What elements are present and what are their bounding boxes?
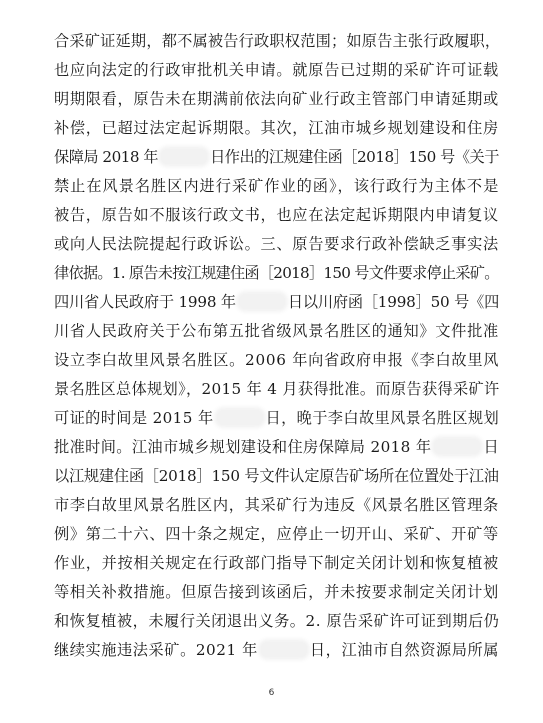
text-segment: 继续实施违法采矿。2021 年 (54, 641, 258, 659)
text-line (54, 463, 499, 490)
text-segment: 等相关补救措施。但原告接到该函后，并未按要求制定关闭计划 (54, 583, 499, 601)
redaction-mark (261, 642, 307, 657)
text-line (54, 550, 499, 577)
redaction-mark (239, 294, 285, 309)
text-segment: 以江规建住函［2018］150 号文件认定原告矿场所在位置处于江油 (54, 467, 499, 485)
text-segment: 也应向法定的行政审批机关申请。就原告已过期的采矿许可证载 (54, 61, 499, 79)
text-segment: 四川省人民政府于 1998 年 (54, 293, 236, 311)
text-line (54, 376, 499, 403)
text-segment: 日，江油市自然资源局所属 (309, 641, 500, 659)
text-line (54, 347, 499, 374)
text-segment: 禁止在风景名胜区内进行采矿作业的函》，该行政行为主体不是 (54, 177, 500, 195)
text-segment: 市李白故里风景名胜区内，其采矿行为违反《风景名胜区管理条 (54, 496, 499, 514)
text-segment: 日，晚于李白故里风景名胜区规划 (265, 409, 500, 427)
text-line (54, 86, 499, 113)
text-segment: 合采矿证延期，都不属被告行政职权范围；如原告主张行政履职， (54, 32, 501, 50)
text-segment: 景名胜区总体规划》，2015 年 4 月获得批准。而原告获得采矿许 (54, 380, 500, 398)
text-segment: 作业，并按相关规定在行政部门指导下制定关闭计划和恢复植被 (54, 554, 499, 572)
text-segment: 日作出的江规建住函［2018］150 号《关于 (210, 148, 499, 166)
text-line (54, 289, 499, 316)
text-segment: 例》第二十六、四十条之规定，应停止一切开山、采矿、开矿等 (54, 525, 499, 543)
text-line (54, 637, 499, 664)
text-line (54, 579, 499, 606)
text-line (54, 231, 499, 258)
redaction-mark (434, 439, 480, 454)
text-line (54, 144, 499, 171)
text-line (54, 608, 499, 635)
redaction-mark (217, 410, 263, 425)
text-line (54, 434, 499, 461)
text-line (54, 521, 499, 548)
text-line (54, 173, 499, 200)
text-segment: 批准时间。江油市城乡规划建设和住房保障局 2018 年 (54, 438, 432, 456)
text-line (54, 115, 499, 142)
page-number: 6 (268, 688, 275, 698)
text-segment: 日 (483, 438, 500, 456)
text-line (54, 492, 499, 519)
text-line (54, 57, 499, 84)
text-segment: 可证的时间是 2015 年 (54, 409, 214, 427)
text-segment: 和恢复植被，未履行关闭退出义务。2. 原告采矿许可证到期后仍 (54, 612, 500, 630)
text-segment: 日以川府函［1998］50 号《四 (287, 293, 500, 311)
text-line (54, 28, 500, 55)
text-segment: 保障局 2018 年 (54, 148, 159, 166)
text-segment: 律依据。1. 原告未按江规建住函［2018］150 号文件要求停止采矿。 (54, 264, 499, 282)
text-segment: 补偿，已超过法定起诉期限。其次，江油市城乡规划建设和住房 (54, 119, 499, 137)
text-segment: 设立李白故里风景名胜区。2006 年向省政府申报《李白故里风 (54, 351, 500, 369)
text-line (54, 260, 499, 287)
text-segment: 或向人民法院提起行政诉讼。三、原告要求行政补偿缺乏事实法 (54, 235, 499, 253)
text-line (54, 202, 499, 229)
text-line (54, 405, 499, 432)
redaction-mark (161, 149, 207, 164)
text-line (54, 318, 499, 345)
text-segment: 明期限看，原告未在期满前依法向矿业行政主管部门申请延期或 (54, 90, 499, 108)
text-segment: 被告，原告如不服该行政文书，也应在法定起诉期限内申请复议 (54, 206, 499, 224)
text-segment: 川省人民政府关于公布第五批省级风景名胜区的通知》文件批准 (54, 322, 499, 340)
